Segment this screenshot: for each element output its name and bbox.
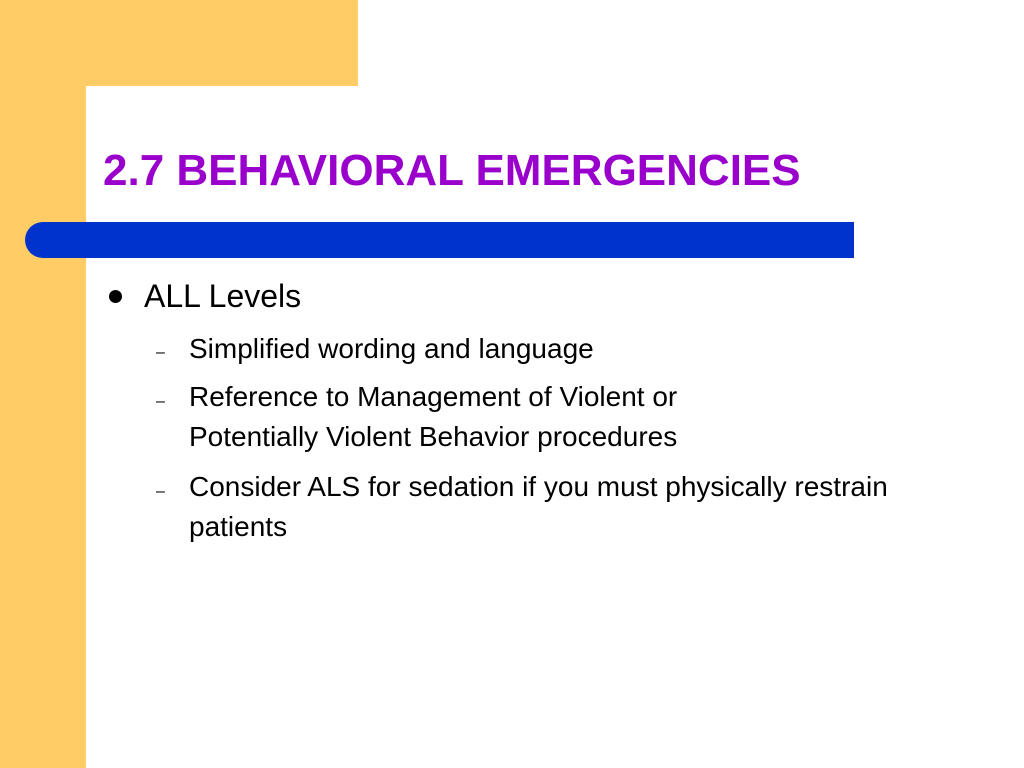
sub-bullet-dash-icon: – — [156, 483, 165, 500]
left-frame-bar — [0, 0, 86, 768]
bullet-dot-icon — [109, 290, 122, 303]
sub-bullet-text: Reference to Management of Violent or Potentially Violent Behavior procedures — [189, 381, 678, 452]
sub-bullet-text: Simplified wording and language — [189, 333, 594, 364]
top-frame-bar — [0, 0, 358, 86]
sub-bullet-text: Consider ALS for sedation if you must physically restrain patients — [189, 471, 888, 542]
sub-bullet-dash-icon: – — [156, 393, 165, 410]
frame-corner-curve — [86, 86, 146, 146]
slide-title: 2.7 BEHAVIORAL EMERGENCIES — [103, 146, 801, 195]
sub-bullet-dash-icon: – — [156, 344, 165, 361]
title-underline-bar — [25, 222, 854, 258]
bullet-item-text: ALL Levels — [144, 278, 302, 314]
